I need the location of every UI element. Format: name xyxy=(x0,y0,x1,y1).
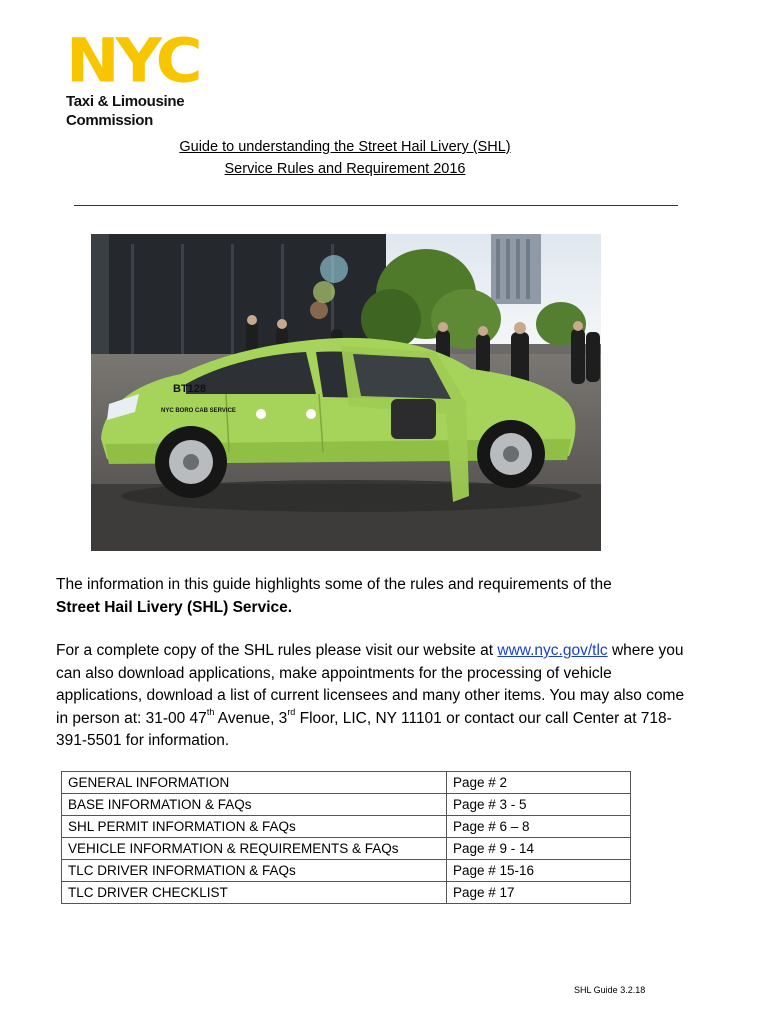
contact-text-3: Avenue, 3 xyxy=(214,709,288,727)
contact-sup-2: rd xyxy=(287,707,296,718)
logo-line-2: Commission xyxy=(66,112,154,129)
toc-page: Page # 15-16 xyxy=(447,860,631,882)
toc-section: TLC DRIVER CHECKLIST xyxy=(62,882,447,904)
toc-section: VEHICLE INFORMATION & REQUIREMENTS & FAQs xyxy=(62,838,447,860)
shl-taxi-photo xyxy=(91,234,601,551)
car-service-label: NYC BORO CAB SERVICE xyxy=(161,408,236,414)
document-title-line-1: Guide to understanding the Street Hail Livery (SHL) xyxy=(179,139,511,155)
toc-section: BASE INFORMATION & FAQs xyxy=(62,794,447,816)
table-row xyxy=(62,772,631,794)
toc-page: Page # 6 – 8 xyxy=(447,816,631,838)
logo-line-1: Taxi & Limousine xyxy=(66,93,185,110)
table-row xyxy=(62,838,631,860)
document-title-line-2: Service Rules and Requirement 2016 xyxy=(224,161,466,177)
toc-page: Page # 17 xyxy=(447,882,631,904)
toc-section: TLC DRIVER INFORMATION & FAQs xyxy=(62,860,447,882)
horizontal-rule xyxy=(74,205,678,206)
toc-page: Page # 3 - 5 xyxy=(447,794,631,816)
taxi-photo-illustration xyxy=(91,234,601,551)
contact-text-4: Floor, LIC, NY 11101 or contact our call Center at 718-391-5501 for information. xyxy=(56,709,672,749)
contact-text-2: where you can also download applications, make appointments for the processing of vehicle applications, download a list of current licensees and many other items. You may also come in person at: 31-00 47 xyxy=(56,642,685,727)
toc-section: GENERAL INFORMATION xyxy=(62,772,447,794)
table-row xyxy=(62,794,631,816)
table-row xyxy=(62,860,631,882)
table-row xyxy=(62,882,631,904)
contact-sup-1: th xyxy=(206,707,215,718)
contact-text-1: For a complete copy of the SHL rules please visit our website at xyxy=(56,642,498,659)
page-footer: SHL Guide 3.2.18 xyxy=(574,985,646,995)
table-of-contents xyxy=(61,771,631,904)
toc-page: Page # 2 xyxy=(447,772,631,794)
intro-paragraph xyxy=(56,574,696,619)
logo-mark: NYC xyxy=(66,26,199,97)
nyc-tlc-logo xyxy=(66,26,206,130)
intro-text: The information in this guide highlights some of the rules and requirements of the xyxy=(56,576,612,593)
table-row xyxy=(62,816,631,838)
tlc-website-link[interactable]: www.nyc.gov/tlc xyxy=(497,642,608,659)
intro-bold: Street Hail Livery (SHL) Service. xyxy=(56,598,293,616)
toc-section: SHL PERMIT INFORMATION & FAQs xyxy=(62,816,447,838)
car-number-label: BT128 xyxy=(173,383,207,395)
contact-paragraph xyxy=(56,640,696,753)
toc-page: Page # 9 - 14 xyxy=(447,838,631,860)
